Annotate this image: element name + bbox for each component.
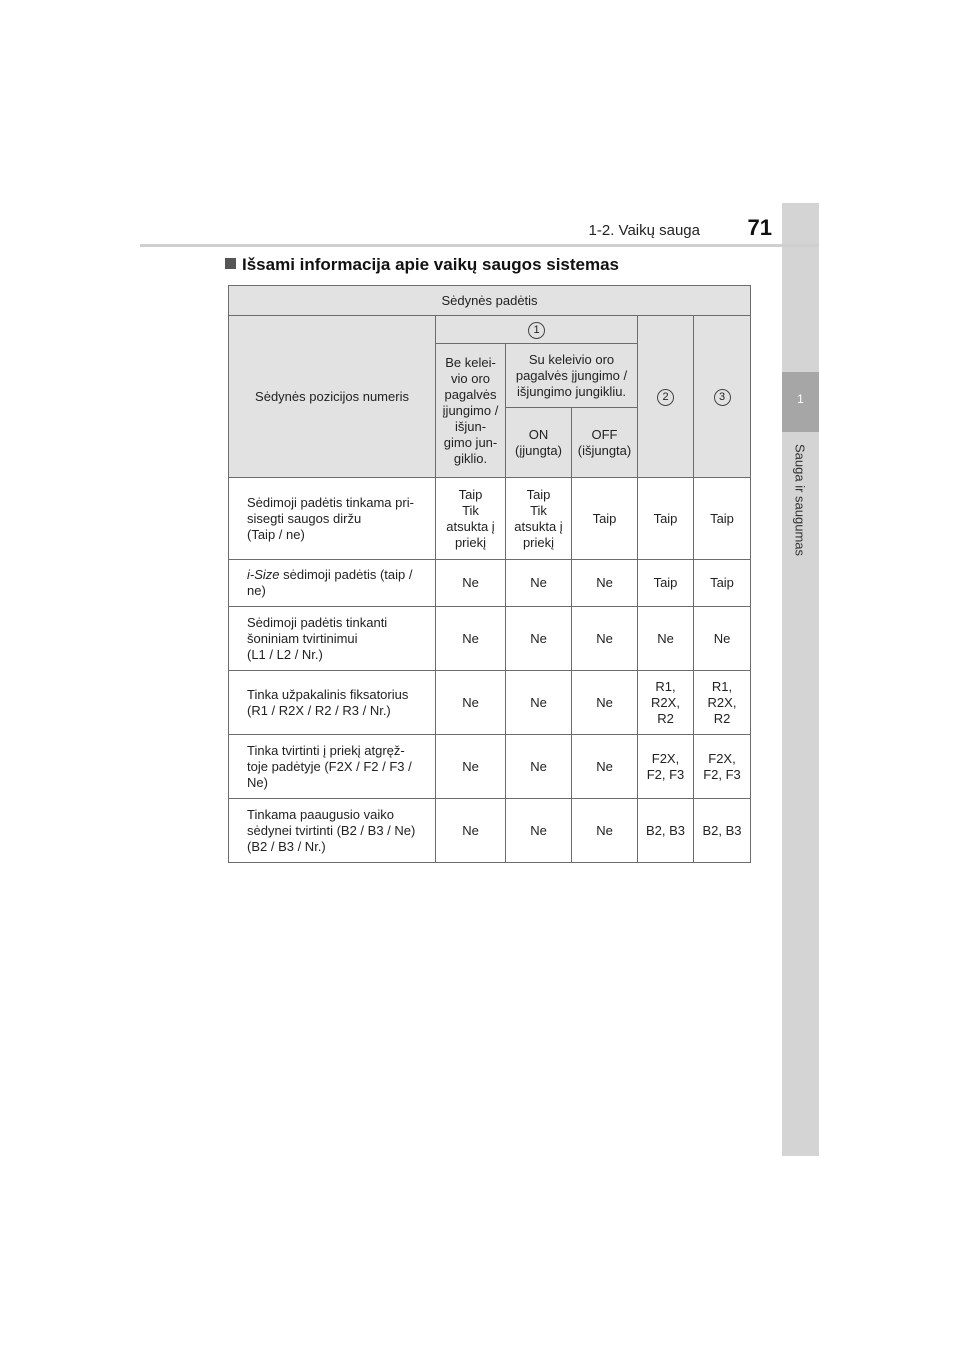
position-2-number: 2	[657, 389, 674, 406]
cell: Ne	[506, 671, 572, 735]
side-tab	[782, 203, 819, 1156]
on-header: ON (įjungta)	[506, 408, 572, 478]
chapter-label: Sauga ir saugumas	[792, 443, 808, 557]
cell: Ne	[436, 671, 506, 735]
cell: Ne	[572, 560, 638, 607]
square-bullet-icon	[225, 258, 236, 269]
cell: Ne	[638, 607, 694, 671]
group-header: Sėdynės padėtis	[229, 286, 751, 316]
header-section-title: 1-2. Vaikų sauga	[588, 222, 700, 239]
table-row	[229, 799, 751, 863]
cell: Ne	[436, 560, 506, 607]
cell: Ne	[572, 799, 638, 863]
cell: R1, R2X, R2	[694, 671, 751, 735]
cell: Taip	[638, 478, 694, 560]
row-label: Tinka užpakalinis fiksatorius (R1 / R2X / R2 / R3 / Nr.)	[229, 671, 436, 735]
cell: Taip	[572, 478, 638, 560]
cell: Taip	[638, 560, 694, 607]
table-row	[229, 478, 751, 560]
table-row	[229, 560, 751, 607]
position-1-header	[436, 316, 638, 344]
cell: Ne	[436, 799, 506, 863]
table-row	[229, 607, 751, 671]
row-label	[229, 560, 436, 607]
row-label: Tinkama paaugusio vaiko sėdynei tvirtinti (B2 / B3 / Ne) (B2 / B3 / Nr.)	[229, 799, 436, 863]
cell: R1, R2X, R2	[638, 671, 694, 735]
row-label: Tinka tvirtinti į priekį atgręž- toje padėtyje (F2X / F2 / F3 / Ne)	[229, 735, 436, 799]
cell: Ne	[572, 735, 638, 799]
cell: B2, B3	[638, 799, 694, 863]
airbag-switch-header: Su keleivio oro pagalvės įjungimo / išjungimo jungikliu.	[506, 344, 638, 408]
cell: Ne	[506, 560, 572, 607]
cell: Ne	[572, 607, 638, 671]
cell: Taip Tik atsukta į priekį	[506, 478, 572, 560]
row-label-text: sėdimoji padėtis (taip / ne)	[247, 567, 413, 598]
cell: Taip Tik atsukta į priekį	[436, 478, 506, 560]
cell: Taip	[694, 478, 751, 560]
position-1-number: 1	[528, 322, 545, 339]
table-row	[229, 671, 751, 735]
cell: F2X, F2, F3	[638, 735, 694, 799]
no-airbag-switch-header: Be kelei- vio oro pagalvės įjungimo / išjun- gimo jun- giklio.	[436, 344, 506, 478]
cell: F2X, F2, F3	[694, 735, 751, 799]
cell: Ne	[506, 735, 572, 799]
header-divider	[140, 244, 819, 247]
position-3-header	[694, 316, 751, 478]
row-label-header: Sėdynės pozicijos numeris	[229, 316, 436, 478]
row-label: Sėdimoji padėtis tinkama pri- sisegti saugos diržu (Taip / ne)	[229, 478, 436, 560]
position-3-number: 3	[714, 389, 731, 406]
section-heading	[225, 255, 619, 275]
cell: B2, B3	[694, 799, 751, 863]
i-size-term: i-Size	[247, 567, 280, 582]
cell: Ne	[694, 607, 751, 671]
section-heading-text: Išsami informacija apie vaikų saugos sistemas	[242, 255, 620, 274]
child-seat-table	[228, 285, 751, 863]
off-header: OFF (išjungta)	[572, 408, 638, 478]
cell: Ne	[436, 607, 506, 671]
cell: Ne	[572, 671, 638, 735]
cell: Ne	[506, 799, 572, 863]
row-label: Sėdimoji padėtis tinkanti šoniniam tvirtinimui (L1 / L2 / Nr.)	[229, 607, 436, 671]
cell: Ne	[506, 607, 572, 671]
page-number: 71	[747, 215, 772, 240]
cell: Ne	[436, 735, 506, 799]
position-2-header	[638, 316, 694, 478]
table-row	[229, 735, 751, 799]
chapter-tab[interactable]: 1	[782, 372, 819, 432]
cell: Taip	[694, 560, 751, 607]
